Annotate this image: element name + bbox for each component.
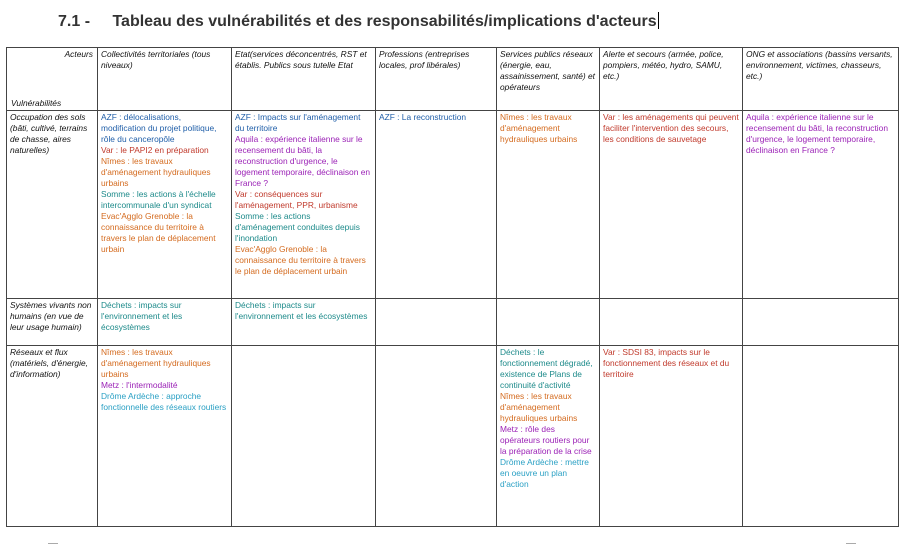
corner-cell xyxy=(7,48,98,111)
table-cell xyxy=(600,299,743,346)
cell-entry: Somme : les actions d'aménagement conduites depuis l'inondation xyxy=(235,211,360,243)
cell-entry: AZF : Impacts sur l'aménagement du territoire xyxy=(235,112,361,133)
page-corner-mark-left xyxy=(48,543,58,549)
table-row xyxy=(7,111,899,299)
section-title-text: Tableau des vulnérabilités et des responsabilités/implications d'acteurs xyxy=(112,13,657,30)
cell-entry: Nîmes : les travaux d'aménagement hydrauliques urbains xyxy=(101,156,211,188)
cell-entry: Drôme Ardèche : mettre en oeuvre un plan d'action xyxy=(500,457,589,489)
table-cell xyxy=(98,111,232,299)
cell-entry: Nîmes : les travaux d'aménagement hydrauliques urbains xyxy=(500,112,578,144)
vulnerability-table xyxy=(6,47,899,527)
cell-entry: Var : SDSI 83, impacts sur le fonctionnement des réseaux et du territoire xyxy=(603,347,730,379)
cell-entry: Aquila : expérience italienne sur le recensement du bâti, la reconstruction d'urgence, le logement temporaire, déclinaison en France ? xyxy=(746,112,888,155)
cell-entry: Var : les aménagements qui peuvent faciliter l'intervention des secours, les conditions de sauvetage xyxy=(603,112,739,144)
table-cell xyxy=(497,111,600,299)
table-cell xyxy=(497,346,600,527)
table-cell xyxy=(98,299,232,346)
table-cell xyxy=(98,346,232,527)
table-cell xyxy=(497,299,600,346)
section-number: 7.1 - xyxy=(58,13,91,30)
header-cell: Services publics réseaux (énergie, eau, assainissement, santé) et opérateurs xyxy=(497,48,600,111)
cell-entry: Somme : les actions à l'échelle intercommunale d'un syndicat xyxy=(101,189,216,210)
table-cell xyxy=(743,346,899,527)
header-cell: Professions (entreprises locales, prof libérales) xyxy=(376,48,497,111)
table-cell xyxy=(376,346,497,527)
table-cell xyxy=(743,111,899,299)
section-title xyxy=(58,12,659,31)
cell-entry: Metz : l'intermodalité xyxy=(101,380,178,390)
cell-entry: Déchets : le fonctionnement dégradé, existence de Plans de continuité d'activité xyxy=(500,347,593,390)
cell-entry: AZF : délocalisations, modification du projet politique, rôle du canceropôle xyxy=(101,112,217,144)
row-label: Systèmes vivants non humains (en vue de leur usage humain) xyxy=(7,299,98,346)
table-cell xyxy=(600,346,743,527)
row-label: Réseaux et flux (matériels, d'énergie, d'information) xyxy=(7,346,98,527)
cell-entry: Aquila : expérience italienne sur le recensement du bâti, la reconstruction d'urgence, le logement temporaire, déclinaison en France ? xyxy=(235,134,371,188)
table-cell xyxy=(232,111,376,299)
header-acteurs: Acteurs xyxy=(64,49,93,59)
header-vulnerabilites: Vulnérabilités xyxy=(11,98,62,108)
table-cell xyxy=(232,346,376,527)
cell-entry: Evac'Agglo Grenoble : la connaissance du territoire à travers le plan de déplacement urbain xyxy=(101,211,216,254)
cell-entry: Déchets : impacts sur l'environnement et les écosystèmes xyxy=(235,300,368,321)
cell-entry: Metz : rôle des opérateurs routiers pour la préparation de la crise xyxy=(500,424,592,456)
cell-entry: Drôme Ardèche : approche fonctionnelle des réseaux routiers xyxy=(101,391,227,412)
table-row xyxy=(7,346,899,527)
table-row xyxy=(7,299,899,346)
header-cell: ONG et associations (bassins versants, environnement, victimes, chasseurs, etc.) xyxy=(743,48,899,111)
page-corner-mark-right xyxy=(846,543,856,549)
cell-entry: Déchets : impacts sur l'environnement et les écosystèmes xyxy=(101,300,183,332)
cell-entry: Var : conséquences sur l'aménagement, PPR, urbanisme xyxy=(235,189,358,210)
cell-entry: Var : le PAPI2 en préparation xyxy=(101,145,209,155)
text-cursor xyxy=(658,12,659,29)
table-cell xyxy=(232,299,376,346)
header-cell: Alerte et secours (armée, police, pompiers, météo, hydro, SAMU, etc.) xyxy=(600,48,743,111)
table-cell xyxy=(376,299,497,346)
header-cell: Etat(services déconcentrés, RST et établis. Publics sous tutelle Etat xyxy=(232,48,376,111)
header-row xyxy=(7,48,899,111)
header-cell: Collectivités territoriales (tous niveaux) xyxy=(98,48,232,111)
table-cell xyxy=(376,111,497,299)
table-cell xyxy=(743,299,899,346)
cell-entry: Nîmes : les travaux d'aménagement hydrauliques urbains xyxy=(500,391,578,423)
cell-entry: Evac'Agglo Grenoble : la connaissance du territoire à travers le plan de déplacement urbain xyxy=(235,244,366,276)
row-label: Occupation des sols (bâti, cultivé, terrains de chasse, aires naturelles) xyxy=(7,111,98,299)
table-cell xyxy=(600,111,743,299)
cell-entry: AZF : La reconstruction xyxy=(379,112,467,122)
cell-entry: Nîmes : les travaux d'aménagement hydrauliques urbains xyxy=(101,347,211,379)
